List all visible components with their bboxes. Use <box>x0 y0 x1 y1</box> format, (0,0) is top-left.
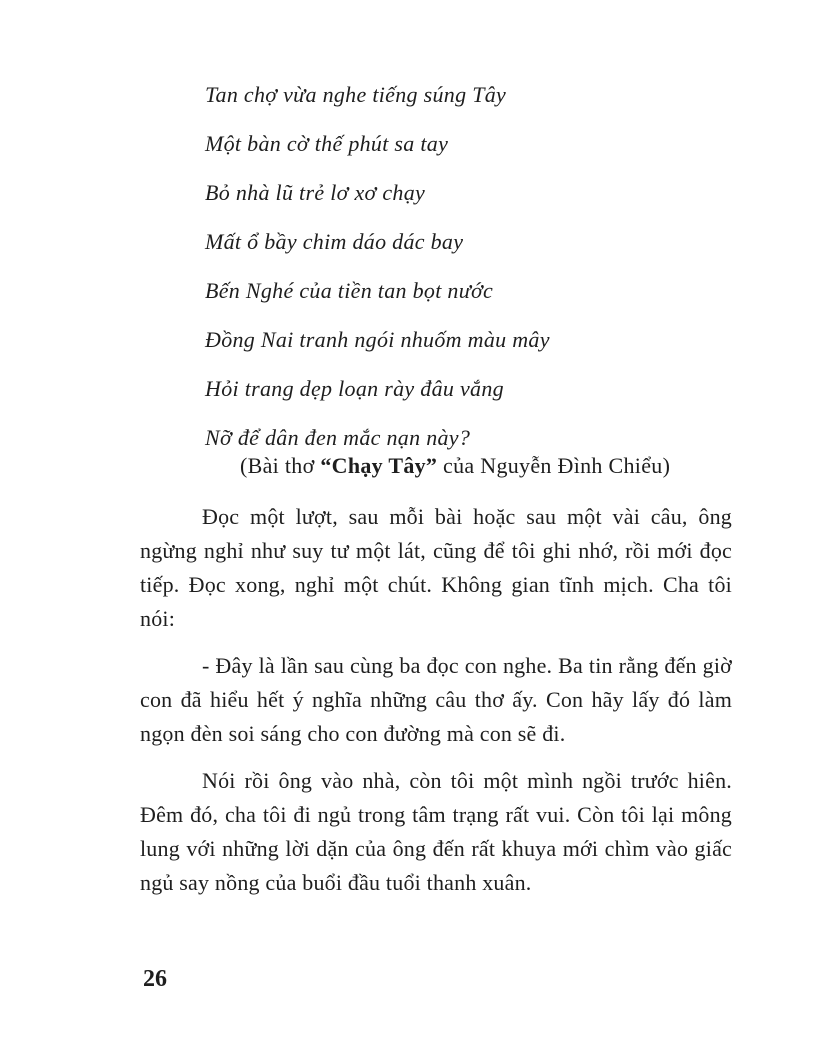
poem-line: Một bàn cờ thế phút sa tay <box>205 131 449 156</box>
poem-line: Bến Nghé của tiền tan bọt nước <box>205 278 494 303</box>
poem <box>205 70 765 462</box>
poem-line: Bỏ nhà lũ trẻ lơ xơ chạy <box>205 180 426 205</box>
attribution-suffix: của Nguyễn Đình Chiểu) <box>437 453 671 478</box>
attribution-prefix: (Bài thơ <box>240 453 321 478</box>
poem-attribution <box>240 453 670 479</box>
poem-line: Đồng Nai tranh ngói nhuốm màu mây <box>205 327 550 352</box>
paragraph: - Đây là lần sau cùng ba đọc con nghe. Ba tin rằng đến giờ con đã hiểu hết ý nghĩa những câu thơ ấy. Con hãy lấy đó làm ngọn đèn soi sáng cho con đường mà con sẽ đi. <box>140 653 732 746</box>
paragraph: Nói rồi ông vào nhà, còn tôi một mình ngồi trước hiên. Đêm đó, cha tôi đi ngủ trong tâm trạng rất vui. Còn tôi lại mông lung với những lời dặn của ông đến rất khuya mới chìm vào giấc ngủ say nồng của buổi đầu tuổi thanh xuân. <box>140 768 732 895</box>
poem-line: Hỏi trang dẹp loạn rày đâu vắng <box>205 376 504 401</box>
prose-body <box>140 500 732 913</box>
poem-line: Nỡ để dân đen mắc nạn này? <box>205 425 471 450</box>
page-number: 26 <box>143 966 167 992</box>
poem-line: Mất ổ bầy chim dáo dác bay <box>205 229 464 254</box>
poem-title: “Chạy Tây” <box>320 453 438 478</box>
poem-line: Tan chợ vừa nghe tiếng súng Tây <box>205 82 507 107</box>
paragraph: Đọc một lượt, sau mỗi bài hoặc sau một vài câu, ông ngừng nghỉ như suy tư một lát, cũng để tôi ghi nhớ, rồi mới đọc tiếp. Đọc xong, nghỉ một chút. Không gian tĩnh mịch. Cha tôi nói: <box>140 504 732 631</box>
